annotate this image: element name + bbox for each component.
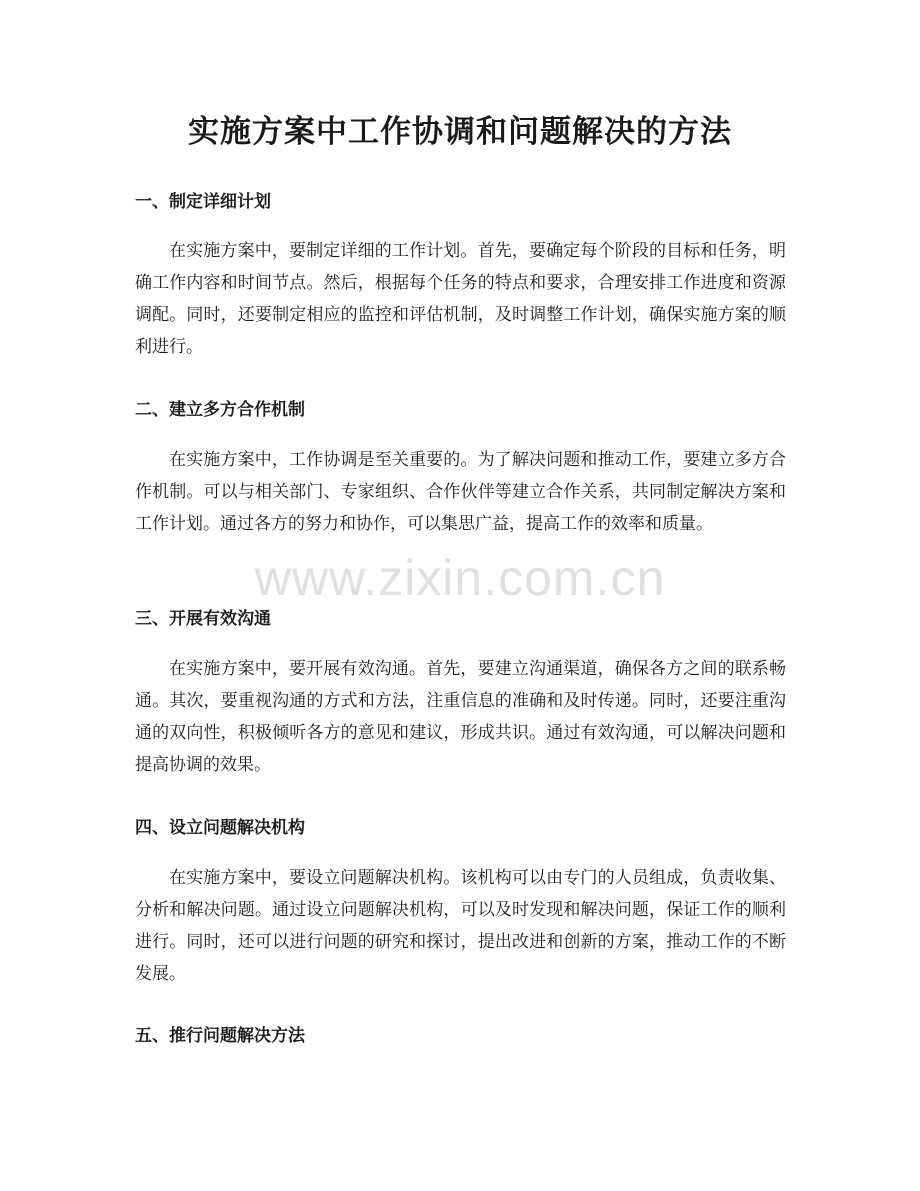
- section-heading-5: 五、推行问题解决方法: [135, 1026, 305, 1046]
- section-body-2: 在实施方案中，工作协调是至关重要的。为了解决问题和推动工作，要建立多方合作机制。可以与相关部门、专家组织、合作伙伴等建立合作关系，共同制定解决方案和工作计划。通过各方的努力和协作，可以集思广益，提高工作的效率和质量。: [135, 450, 786, 534]
- section-heading-2: 二、建立多方合作机制: [135, 400, 305, 420]
- section-heading-1: 一、制定详细计划: [135, 192, 271, 212]
- section-heading-4: 四、设立问题解决机构: [135, 818, 305, 838]
- watermark: www.zixin.com.cn: [254, 550, 666, 606]
- section-body-4: 在实施方案中，要设立问题解决机构。该机构可以由专门的人员组成，负责收集、分析和解决问题。通过设立问题解决机构，可以及时发现和解决问题，保证工作的顺利进行。同时，还可以进行问题的研究和探讨，提出改进和创新的方案，推动工作的不断发展。: [135, 868, 786, 984]
- section-body-3: 在实施方案中，要开展有效沟通。首先，要建立沟通渠道，确保各方之间的联系畅通。其次，要重视沟通的方式和方法，注重信息的准确和及时传递。同时，还要注重沟通的双向性，积极倾听各方的意见和建议，形成共识。通过有效沟通，可以解决问题和提高协调的效果。: [135, 659, 786, 775]
- section-heading-3: 三、开展有效沟通: [135, 609, 271, 629]
- section-body-1: 在实施方案中，要制定详细的工作计划。首先，要确定每个阶段的目标和任务，明确工作内容和时间节点。然后，根据每个任务的特点和要求，合理安排工作进度和资源调配。同时，还要制定相应的监控和评估机制，及时调整工作计划，确保实施方案的顺利进行。: [135, 241, 786, 357]
- document-title: 实施方案中工作协调和问题解决的方法: [188, 114, 732, 150]
